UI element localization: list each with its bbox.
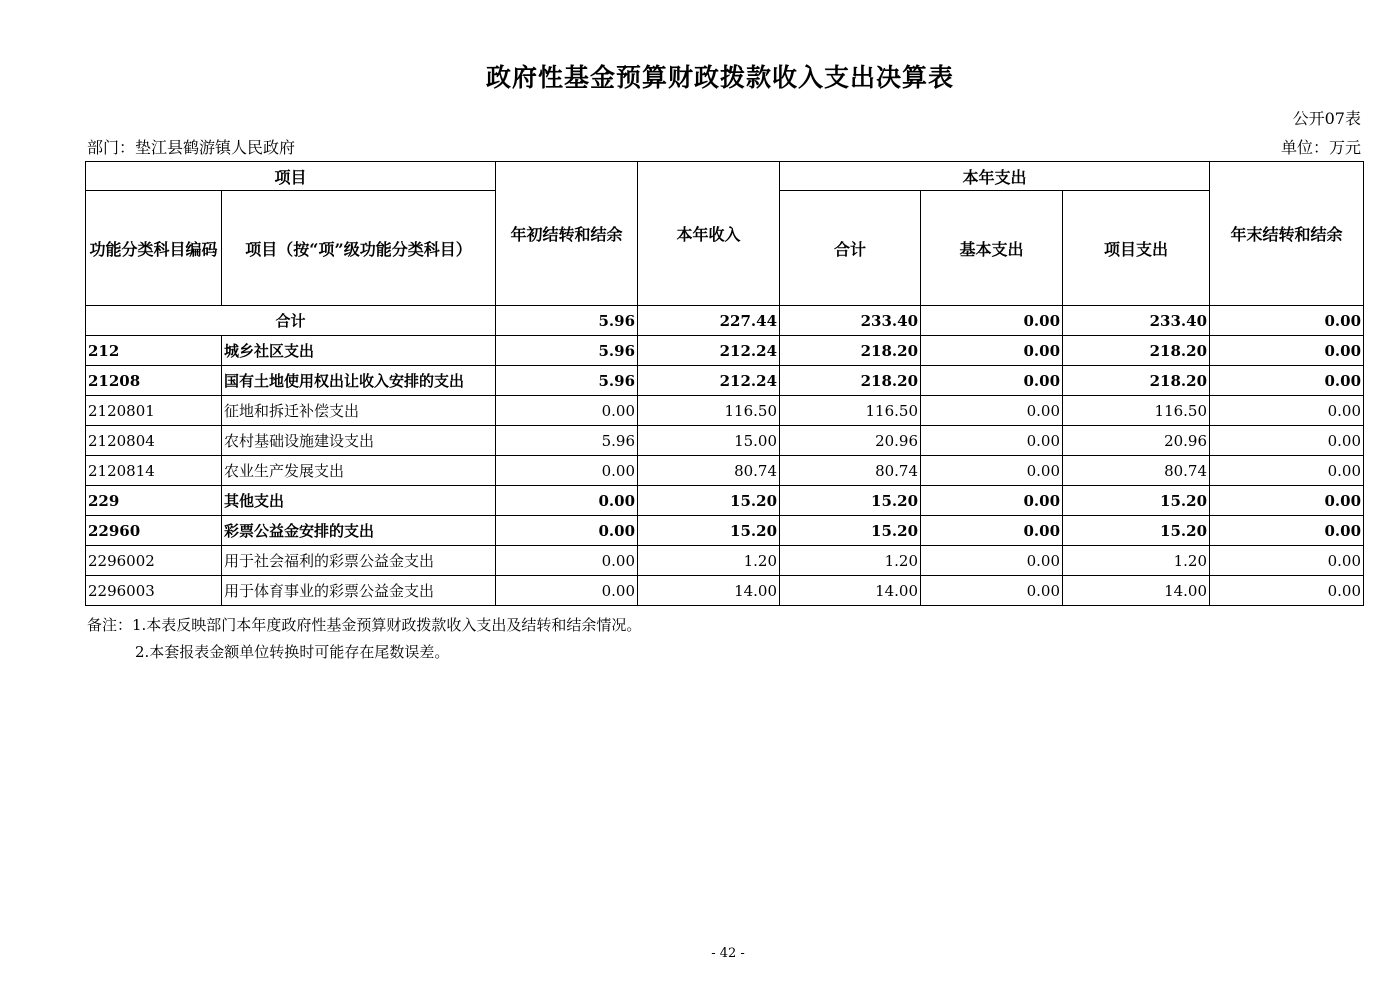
table-row <box>86 366 1364 396</box>
total-opening: 5.96 <box>496 306 638 336</box>
cell-project: 14.00 <box>1063 576 1210 606</box>
cell-code: 2120804 <box>86 426 222 456</box>
cell-closing: 0.00 <box>1210 516 1364 546</box>
cell-code: 2120801 <box>86 396 222 426</box>
cell-code: 2296003 <box>86 576 222 606</box>
header-project: 项目支出 <box>1063 191 1210 306</box>
header-item-group: 项目 <box>86 162 496 191</box>
total-row <box>86 306 1364 336</box>
cell-project: 1.20 <box>1063 546 1210 576</box>
header-opening: 年初结转和结余 <box>496 162 638 306</box>
cell-project: 20.96 <box>1063 426 1210 456</box>
cell-project: 80.74 <box>1063 456 1210 486</box>
cell-closing: 0.00 <box>1210 486 1364 516</box>
cell-closing: 0.00 <box>1210 576 1364 606</box>
table-row <box>86 516 1364 546</box>
cell-name: 国有土地使用权出让收入安排的支出 <box>222 366 496 396</box>
cell-income: 15.00 <box>638 426 780 456</box>
header-total: 合计 <box>780 191 921 306</box>
cell-income: 212.24 <box>638 336 780 366</box>
cell-opening: 0.00 <box>496 516 638 546</box>
total-label: 合计 <box>86 306 496 336</box>
cell-closing: 0.00 <box>1210 366 1364 396</box>
cell-total: 1.20 <box>780 546 921 576</box>
page-number: - 42 - <box>711 946 745 961</box>
total-basic: 0.00 <box>921 306 1063 336</box>
cell-basic: 0.00 <box>921 396 1063 426</box>
cell-opening: 0.00 <box>496 396 638 426</box>
cell-total: 20.96 <box>780 426 921 456</box>
cell-code: 22960 <box>86 516 222 546</box>
cell-total: 218.20 <box>780 366 921 396</box>
total-expense: 233.40 <box>780 306 921 336</box>
cell-code: 2296002 <box>86 546 222 576</box>
cell-total: 80.74 <box>780 456 921 486</box>
cell-closing: 0.00 <box>1210 426 1364 456</box>
total-project: 233.40 <box>1063 306 1210 336</box>
cell-total: 218.20 <box>780 336 921 366</box>
cell-project: 116.50 <box>1063 396 1210 426</box>
table-row <box>86 576 1364 606</box>
table-row <box>86 546 1364 576</box>
cell-closing: 0.00 <box>1210 456 1364 486</box>
header-closing: 年末结转和结余 <box>1210 162 1364 306</box>
total-closing: 0.00 <box>1210 306 1364 336</box>
cell-name: 农业生产发展支出 <box>222 456 496 486</box>
unit-label: 单位：万元 <box>1280 138 1361 157</box>
header-name: 项目（按“项”级功能分类科目） <box>222 191 496 306</box>
header-income: 本年收入 <box>638 162 780 306</box>
cell-closing: 0.00 <box>1210 396 1364 426</box>
cell-project: 218.20 <box>1063 336 1210 366</box>
cell-total: 15.20 <box>780 486 921 516</box>
cell-opening: 5.96 <box>496 336 638 366</box>
cell-closing: 0.00 <box>1210 546 1364 576</box>
header-expense-group: 本年支出 <box>780 162 1210 191</box>
cell-basic: 0.00 <box>921 336 1063 366</box>
department-label: 部门：垫江县鹤游镇人民政府 <box>87 138 296 157</box>
cell-basic: 0.00 <box>921 516 1063 546</box>
note-line-1: 备注：1.本表反映部门本年度政府性基金预算财政拨款收入支出及结转和结余情况。 <box>87 616 642 634</box>
cell-total: 15.20 <box>780 516 921 546</box>
cell-income: 212.24 <box>638 366 780 396</box>
cell-opening: 0.00 <box>496 546 638 576</box>
cell-name: 彩票公益金安排的支出 <box>222 516 496 546</box>
cell-income: 15.20 <box>638 516 780 546</box>
cell-name: 农村基础设施建设支出 <box>222 426 496 456</box>
cell-project: 218.20 <box>1063 366 1210 396</box>
total-income: 227.44 <box>638 306 780 336</box>
cell-project: 15.20 <box>1063 486 1210 516</box>
cell-name: 城乡社区支出 <box>222 336 496 366</box>
budget-table <box>85 161 1364 606</box>
cell-basic: 0.00 <box>921 426 1063 456</box>
notes <box>87 612 641 666</box>
cell-name: 征地和拆迁补偿支出 <box>222 396 496 426</box>
cell-name: 其他支出 <box>222 486 496 516</box>
table-row <box>86 426 1364 456</box>
cell-income: 14.00 <box>638 576 780 606</box>
cell-total: 14.00 <box>780 576 921 606</box>
header-basic: 基本支出 <box>921 191 1063 306</box>
cell-name: 用于体育事业的彩票公益金支出 <box>222 576 496 606</box>
cell-opening: 0.00 <box>496 456 638 486</box>
cell-project: 15.20 <box>1063 516 1210 546</box>
cell-basic: 0.00 <box>921 456 1063 486</box>
cell-opening: 5.96 <box>496 366 638 396</box>
cell-opening: 5.96 <box>496 426 638 456</box>
cell-opening: 0.00 <box>496 576 638 606</box>
cell-opening: 0.00 <box>496 486 638 516</box>
table-row <box>86 456 1364 486</box>
cell-income: 15.20 <box>638 486 780 516</box>
cell-basic: 0.00 <box>921 486 1063 516</box>
cell-basic: 0.00 <box>921 546 1063 576</box>
cell-closing: 0.00 <box>1210 336 1364 366</box>
table-row <box>86 336 1364 366</box>
cell-code: 2120814 <box>86 456 222 486</box>
cell-code: 229 <box>86 486 222 516</box>
cell-name: 用于社会福利的彩票公益金支出 <box>222 546 496 576</box>
cell-basic: 0.00 <box>921 366 1063 396</box>
cell-income: 80.74 <box>638 456 780 486</box>
cell-income: 116.50 <box>638 396 780 426</box>
table-row <box>86 486 1364 516</box>
cell-code: 212 <box>86 336 222 366</box>
form-number: 公开07表 <box>1292 109 1361 128</box>
cell-basic: 0.00 <box>921 576 1063 606</box>
cell-total: 116.50 <box>780 396 921 426</box>
header-code: 功能分类科目编码 <box>86 191 222 306</box>
note-line-2: 2.本套报表金额单位转换时可能存在尾数误差。 <box>135 643 450 661</box>
table-row <box>86 396 1364 426</box>
cell-income: 1.20 <box>638 546 780 576</box>
cell-code: 21208 <box>86 366 222 396</box>
page-title: 政府性基金预算财政拨款收入支出决算表 <box>485 63 954 92</box>
